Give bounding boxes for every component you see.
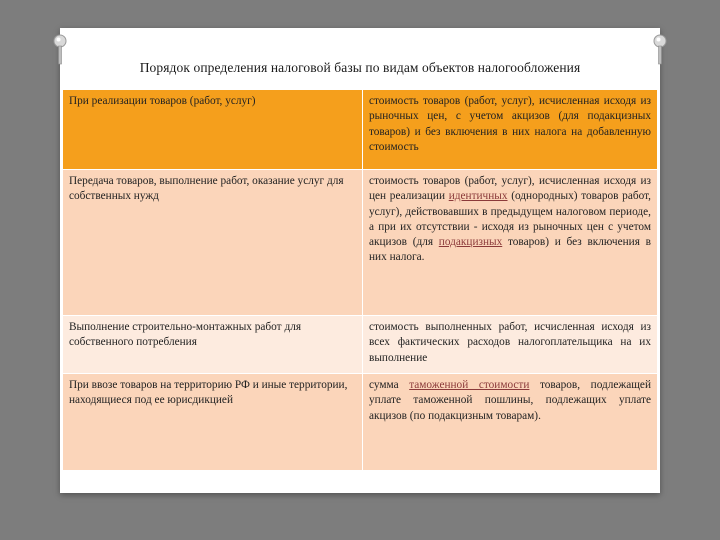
tax-base-table [62,89,658,471]
base-text: (однородных) товаров работ, услуг), действовавших в предыдущем налоговом периоде, а при их отсутствии - исходя из рыночных цен с учетом акцизов (для [369,190,651,249]
base-cell [363,374,658,471]
base-text: сумма [369,379,410,391]
identical-goods-link[interactable]: идентичных [448,190,508,203]
object-cell: При ввозе товаров на территорию РФ и иные территории, находящиеся под ее юрисдикцией [63,374,363,471]
base-text: стоимость товаров (работ, услуг), исчисленная исходя из цен реализации [369,175,651,203]
table-row [63,374,658,471]
base-text: товаров) и без включения в них налога. [369,236,651,264]
object-cell: Передача товаров, выполнение работ, оказание услуг для собственных нужд [63,170,363,316]
slide-title: Порядок определения налоговой базы по видам объектов налогообложения [139,60,581,75]
base-cell: стоимость товаров (работ, услуг), исчисленная исходя из рыночных цен, с учетом акцизов (для подакцизных товаров) и без включения в них налога на добавленную стоимость [363,90,658,170]
customs-value-link[interactable]: таможенной стоимости [409,379,530,391]
object-cell: Выполнение строительно-монтажных работ для собственного потребления [63,316,363,374]
base-cell: стоимость выполненных работ, исчисленная исходя из всех фактических расходов налогоплательщика на их выполнение [363,316,658,374]
object-cell: При реализации товаров (работ, услуг) [63,90,363,170]
base-cell [363,170,658,316]
table-row [63,316,658,374]
table-row [63,90,658,170]
base-text: товаров, подлежащей уплате таможенной пошлины, подлежащих уплате акцизов (по подакцизным товарам). [369,379,651,422]
table-row [63,170,658,316]
excisable-goods-link[interactable]: подакцизных [438,236,503,249]
